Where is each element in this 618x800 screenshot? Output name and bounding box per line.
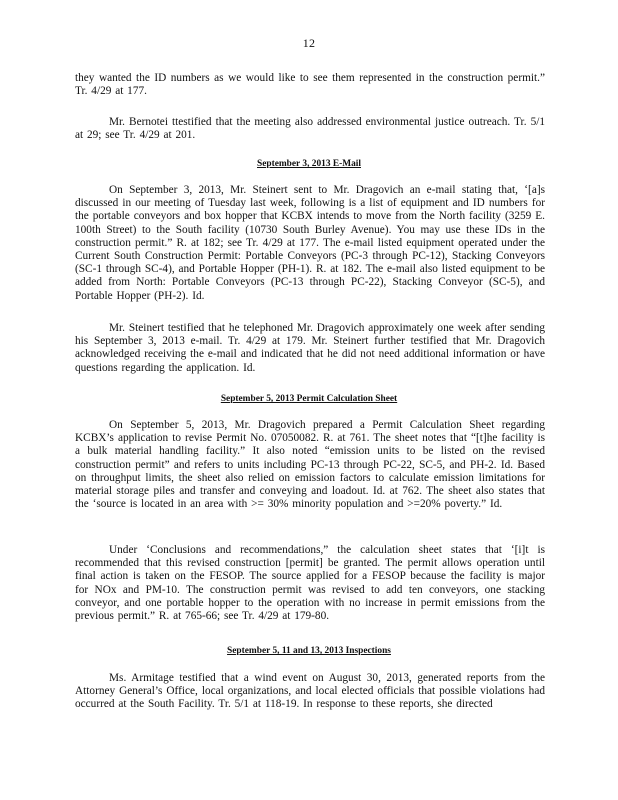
paragraph-armitage-testimony: Ms. Armitage testified that a wind event on August 30, 2013, generated reports from the Attorney General’s Office, local organizations, and local elected officials that possible violations had occurred at the South Facility. Tr. 5/1 at 118-19. In response to these reports, she directed <box>75 672 545 711</box>
paragraph-bernotei-testimony: Mr. Bernotei ttestified that the meeting also addressed environmental justice outreach. Tr. 5/1 at 29; see Tr. 4/29 at 201. <box>75 116 545 142</box>
paragraph-continuation: they wanted the ID numbers as we would like to see them represented in the construction permit.” Tr. 4/29 at 177. <box>75 72 545 98</box>
paragraph-permit-calculation: On September 5, 2013, Mr. Dragovich prepared a Permit Calculation Sheet regarding KCBX’s application to revise Permit No. 07050082. R. at 761. The sheet notes that “[t]he facility is a bulk material handling facility.” It also noted “emission units to be listed on the revised construction permit” and refers to units including PC-13 through PC-22, SC-5, and PH-2. Id. Based on throughput limits, the sheet also relied on emission factors to calculate emission limitations for material storage piles and transfer and conveying and loadout. Id. at 762. The sheet also states that the ‘source is located in an area with >= 30% minority population and >=20% poverty.” Id. <box>75 419 545 511</box>
section-heading-calculation-sheet <box>0 393 618 405</box>
section-heading-email-text: September 3, 2013 E-Mail <box>257 159 361 169</box>
paragraph-conclusions: Under ‘Conclusions and recommendations,” the calculation sheet states that ‘[i]t is recommended that this revised construction [permit] be granted. The permit allows operation until final action is taken on the FESOP. The source applied for a FESOP because the facility is major for NOx and PM-10. The construction permit was revised to add ten conveyors, one stacking conveyor, and one portable hopper to the operation with no increase in permit emissions from the previous permit.” R. at 765-66; see Tr. 4/29 at 179-80. <box>75 544 545 623</box>
paragraph-steinert-email: On September 3, 2013, Mr. Steinert sent to Mr. Dragovich an e-mail stating that, ‘[a]s discussed in our meeting of Tuesday last week, following is a list of equipment and ID numbers for the portable conveyors and box hopper that KCBX intends to move from the North facility (3259 E. 100th Street) to the South facility (10730 South Burley Avenue). You may use these IDs in the construction permit.” R. at 182; see Tr. 4/29 at 177. The e-mail listed equipment operated under the Current South Construction Permit: Portable Conveyors (PC-3 through PC-12), Stacking Conveyors (SC-1 through SC-4), and Portable Hopper (PH-1). R. at 182. The e-mail also listed equipment to be added from North: Portable Conveyors (PC-13 through PC-22), Stacking Conveyor (SC-5), and Portable Hopper (PH-2). Id. <box>75 184 545 302</box>
section-heading-inspections <box>0 645 618 657</box>
page-number: 12 <box>302 36 316 50</box>
section-heading-calculation-sheet-text: September 5, 2013 Permit Calculation Sheet <box>220 394 398 404</box>
paragraph-steinert-telephone: Mr. Steinert testified that he telephoned Mr. Dragovich approximately one week after sending his September 3, 2013 e-mail. Tr. 4/29 at 179. Mr. Steinert further testified that Mr. Dragovich acknowledged receiving the e-mail and indicated that he did not need additional information or have questions regarding the application. Id. <box>75 322 545 374</box>
section-heading-inspections-text: September 5, 11 and 13, 2013 Inspections <box>227 646 391 656</box>
section-heading-email <box>0 158 618 170</box>
